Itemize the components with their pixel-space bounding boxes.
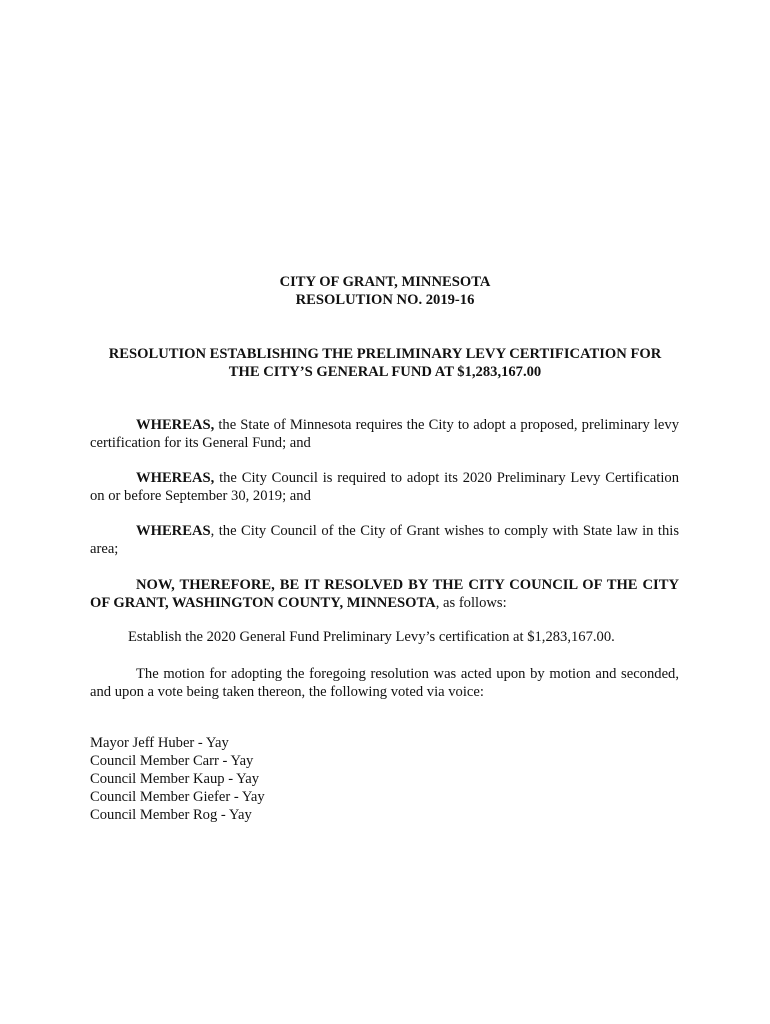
motion-text: The motion for adopting the foregoing resolution was acted upon by motion and seconded, and upon a vote being taken thereon, the following voted via voice: — [90, 666, 679, 700]
resolved-lead: NOW, THEREFORE, BE IT RESOLVED BY THE CITY COUNCIL OF THE CITY OF GRANT, WASHINGTON COUNTY, MINNESOTA — [90, 577, 679, 611]
whereas-paragraph-3 — [90, 522, 679, 558]
vote-entry: Council Member Kaup - Yay — [90, 771, 260, 787]
whereas-text: the City Council is required to adopt its 2020 Preliminary Levy Certification on or before September 30, 2019; and — [90, 470, 679, 504]
whereas-lead: WHEREAS — [136, 523, 211, 539]
whereas-paragraph-1 — [90, 416, 679, 452]
whereas-text: the State of Minnesota requires the City to adopt a proposed, preliminary levy certification for its General Fund; and — [90, 417, 679, 451]
vote-entry: Council Member Carr - Yay — [90, 753, 254, 769]
motion-paragraph — [90, 665, 679, 701]
resolution-title-line-1: RESOLUTION ESTABLISHING THE PRELIMINARY LEVY CERTIFICATION FOR — [108, 346, 662, 362]
establish-statement: Establish the 2020 General Fund Preliminary Levy’s certification at $1,283,167.00. — [128, 629, 615, 645]
city-heading: CITY OF GRANT, MINNESOTA — [279, 274, 491, 290]
resolution-title-line-2: THE CITY’S GENERAL FUND AT $1,283,167.00 — [228, 364, 542, 380]
resolved-text: , as follows: — [435, 595, 507, 611]
vote-entry: Council Member Rog - Yay — [90, 807, 252, 823]
resolved-paragraph — [90, 576, 679, 612]
vote-entry: Mayor Jeff Huber - Yay — [90, 735, 229, 751]
vote-list — [90, 734, 265, 824]
resolution-number: RESOLUTION NO. 2019-16 — [295, 292, 475, 308]
whereas-paragraph-2 — [90, 469, 679, 505]
whereas-text: , the City Council of the City of Grant wishes to comply with State law in this area; — [90, 523, 679, 557]
vote-entry: Council Member Giefer - Yay — [90, 789, 265, 805]
whereas-lead: WHEREAS, — [136, 470, 215, 486]
whereas-lead: WHEREAS, — [136, 417, 215, 433]
